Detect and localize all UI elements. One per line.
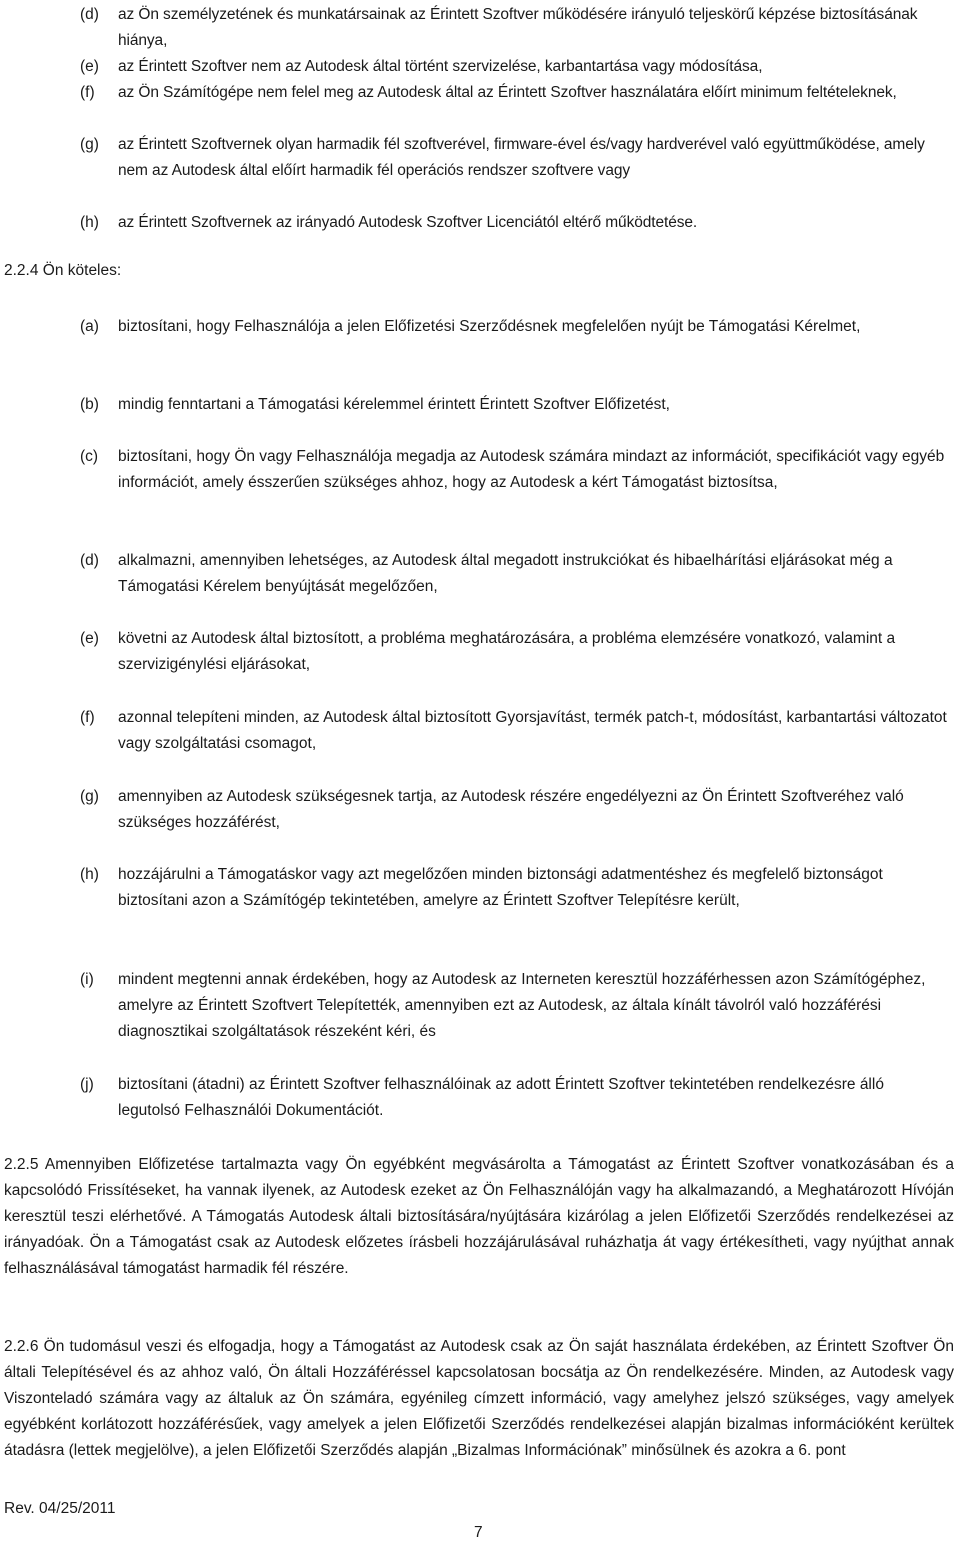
list-item bbox=[80, 444, 950, 496]
list-item bbox=[80, 1072, 950, 1124]
list-item-text: hozzájárulni a Támogatáskor vagy azt megelőzően minden biztonsági adatmentéshez és megfelelő biztonságot biztosítani azon a Számítógép tekintetében, amelyre az Érintett Szoftver Telepítésre került, bbox=[118, 866, 883, 909]
list-item-text: biztosítani, hogy Ön vagy Felhasználója megadja az Autodesk számára mindazt az információt, specifikációt vagy egyéb információt, amely ésszerűen szükséges ahhoz, hogy az Autodesk a kért Támogatást biztosítsa, bbox=[118, 448, 945, 491]
list-item-label: (f) bbox=[80, 709, 95, 726]
list-item-label: (b) bbox=[80, 396, 99, 413]
list-item-label: (i) bbox=[80, 971, 94, 988]
list-item-text: mindig fenntartani a Támogatási kérelemmel érintett Érintett Szoftver Előfizetést, bbox=[118, 396, 670, 413]
revision-footer: Rev. 04/25/2011 bbox=[4, 1500, 116, 1517]
list-item-text: alkalmazni, amennyiben lehetséges, az Autodesk által megadott instrukciókat és hibaelhárítási eljárásokat még a Támogatási Kérelem benyújtását megelőzően, bbox=[118, 552, 893, 595]
list-item-text: biztosítani (átadni) az Érintett Szoftver felhasználóinak az adott Érintett Szoftver tekintetében rendelkezésre álló legutolsó Felhasználói Dokumentációt. bbox=[118, 1076, 884, 1119]
section-heading: 2.2.4 Ön köteles: bbox=[4, 262, 122, 279]
list-item-label: (h) bbox=[80, 214, 99, 231]
list-item-label: (g) bbox=[80, 788, 99, 805]
list-item bbox=[80, 80, 950, 106]
paragraph-2-2-6: 2.2.6 Ön tudomásul veszi és elfogadja, hogy a Támogatást az Autodesk csak az Ön saját használata érdekében, az Érintett Szoftver Ön általi Telepítésével és az ahhoz való, Ön általi Hozzáféréssel kapcsolatosan bocsátja az Ön rendelkezésére. Minden, az Autodesk vagy Viszonteladó számára vagy az általuk az Ön számára, egyénileg címzett információ, vagy amelyhez jelszó szükséges, vagy amelyek egyébként korlátozott hozzáférésűek, vagy amelyek a jelen Előfizetői Szerződés rendelkezései alapján bizalmas információként kerültek átadásra (lettek megjelölve), a jelen Előfizetői Szerződés alapján „Bizalmas Információnak” minősülnek és azokra a 6. pont bbox=[4, 1338, 954, 1459]
list-item bbox=[80, 314, 950, 340]
list-item bbox=[80, 967, 950, 1045]
list-item-text: az Érintett Szoftvernek az irányadó Autodesk Szoftver Licenciától eltérő működtetése. bbox=[118, 214, 698, 231]
list-item bbox=[80, 392, 950, 418]
list-item bbox=[80, 705, 950, 757]
list-item-label: (j) bbox=[80, 1076, 94, 1093]
list-item-label: (e) bbox=[80, 630, 99, 647]
list-item bbox=[80, 2, 950, 54]
list-item-label: (g) bbox=[80, 136, 99, 153]
list-item bbox=[80, 132, 950, 184]
list-item-label: (e) bbox=[80, 58, 99, 75]
list-item-text: az Ön Számítógépe nem felel meg az Autodesk által az Érintett Szoftver használatára előírt minimum feltételeknek, bbox=[118, 84, 897, 101]
paragraph-2-2-5: 2.2.5 Amennyiben Előfizetése tartalmazta vagy Ön egyébként megvásárolta a Támogatást az Érintett Szoftver vonatkozásában és a kapcsolódó Frissítéseket, ha vannak ilyenek, az Autodesk ezeket az Ön Felhasználóján vagy ha alkalmazandó, a Meghatározott Hívóján keresztül teszi elérhetővé. A Támogatás Autodesk általi biztosítására/nyújtására kizárólag a jelen Előfizetői Szerződés rendelkezései az irányadóak. Ön a Támogatást csak az Autodesk előzetes írásbeli hozzájárulásával ruházhatja át vagy értékesítheti, vagy nyújthat annak felhasználásával támogatást harmadik fél részére. bbox=[4, 1156, 954, 1277]
list-item bbox=[80, 784, 950, 836]
list-item-label: (d) bbox=[80, 6, 99, 23]
list-item-text: az Érintett Szoftvernek olyan harmadik fél szoftverével, firmware-ével és/vagy hardverével való együttműködése, amely nem az Autodesk által előírt harmadik fél operációs rendszer szoftvere vagy bbox=[118, 136, 925, 179]
list-item bbox=[80, 548, 950, 600]
list-item-text: biztosítani, hogy Felhasználója a jelen Előfizetési Szerződésnek megfelelően nyújt be Támogatási Kérelmet, bbox=[118, 318, 861, 335]
list-item-text: az Érintett Szoftver nem az Autodesk által történt szervizelése, karbantartása vagy módosítása, bbox=[118, 58, 763, 75]
list-item-label: (h) bbox=[80, 866, 99, 883]
list-item-text: mindent megtenni annak érdekében, hogy az Autodesk az Interneten keresztül hozzáférhessen azon Számítógéphez, amelyre az Érintett Szoftvert Telepítették, amennyiben ezt az Autodesk, az általa kínált távolról való hozzáférési diagnosztikai szolgáltatások részeként kéri, és bbox=[118, 971, 926, 1040]
list-item-text: azonnal telepíteni minden, az Autodesk által biztosított Gyorsjavítást, termék patch-t, módosítást, karbantartási változatot vagy szolgáltatási csomagot, bbox=[118, 709, 947, 752]
list-item-text: amennyiben az Autodesk szükségesnek tartja, az Autodesk részére engedélyezni az Ön Érintett Szoftveréhez való szükséges hozzáférést, bbox=[118, 788, 904, 831]
list-item-text: követni az Autodesk által biztosított, a probléma meghatározására, a probléma elemzésére vonatkozó, valamint a szervizigénylési eljárásokat, bbox=[118, 630, 896, 673]
list-item bbox=[80, 54, 950, 80]
list-item-label: (d) bbox=[80, 552, 99, 569]
list-item-label: (f) bbox=[80, 84, 95, 101]
list-item-label: (c) bbox=[80, 448, 99, 465]
list-item bbox=[80, 210, 950, 236]
list-item-text: az Ön személyzetének és munkatársainak az Érintett Szoftver működésére irányuló teljeskörű képzése biztosításának hiánya, bbox=[118, 6, 918, 49]
page-number: 7 bbox=[474, 1524, 483, 1541]
list-item bbox=[80, 862, 950, 914]
list-item bbox=[80, 626, 950, 678]
list-item-label: (a) bbox=[80, 318, 99, 335]
